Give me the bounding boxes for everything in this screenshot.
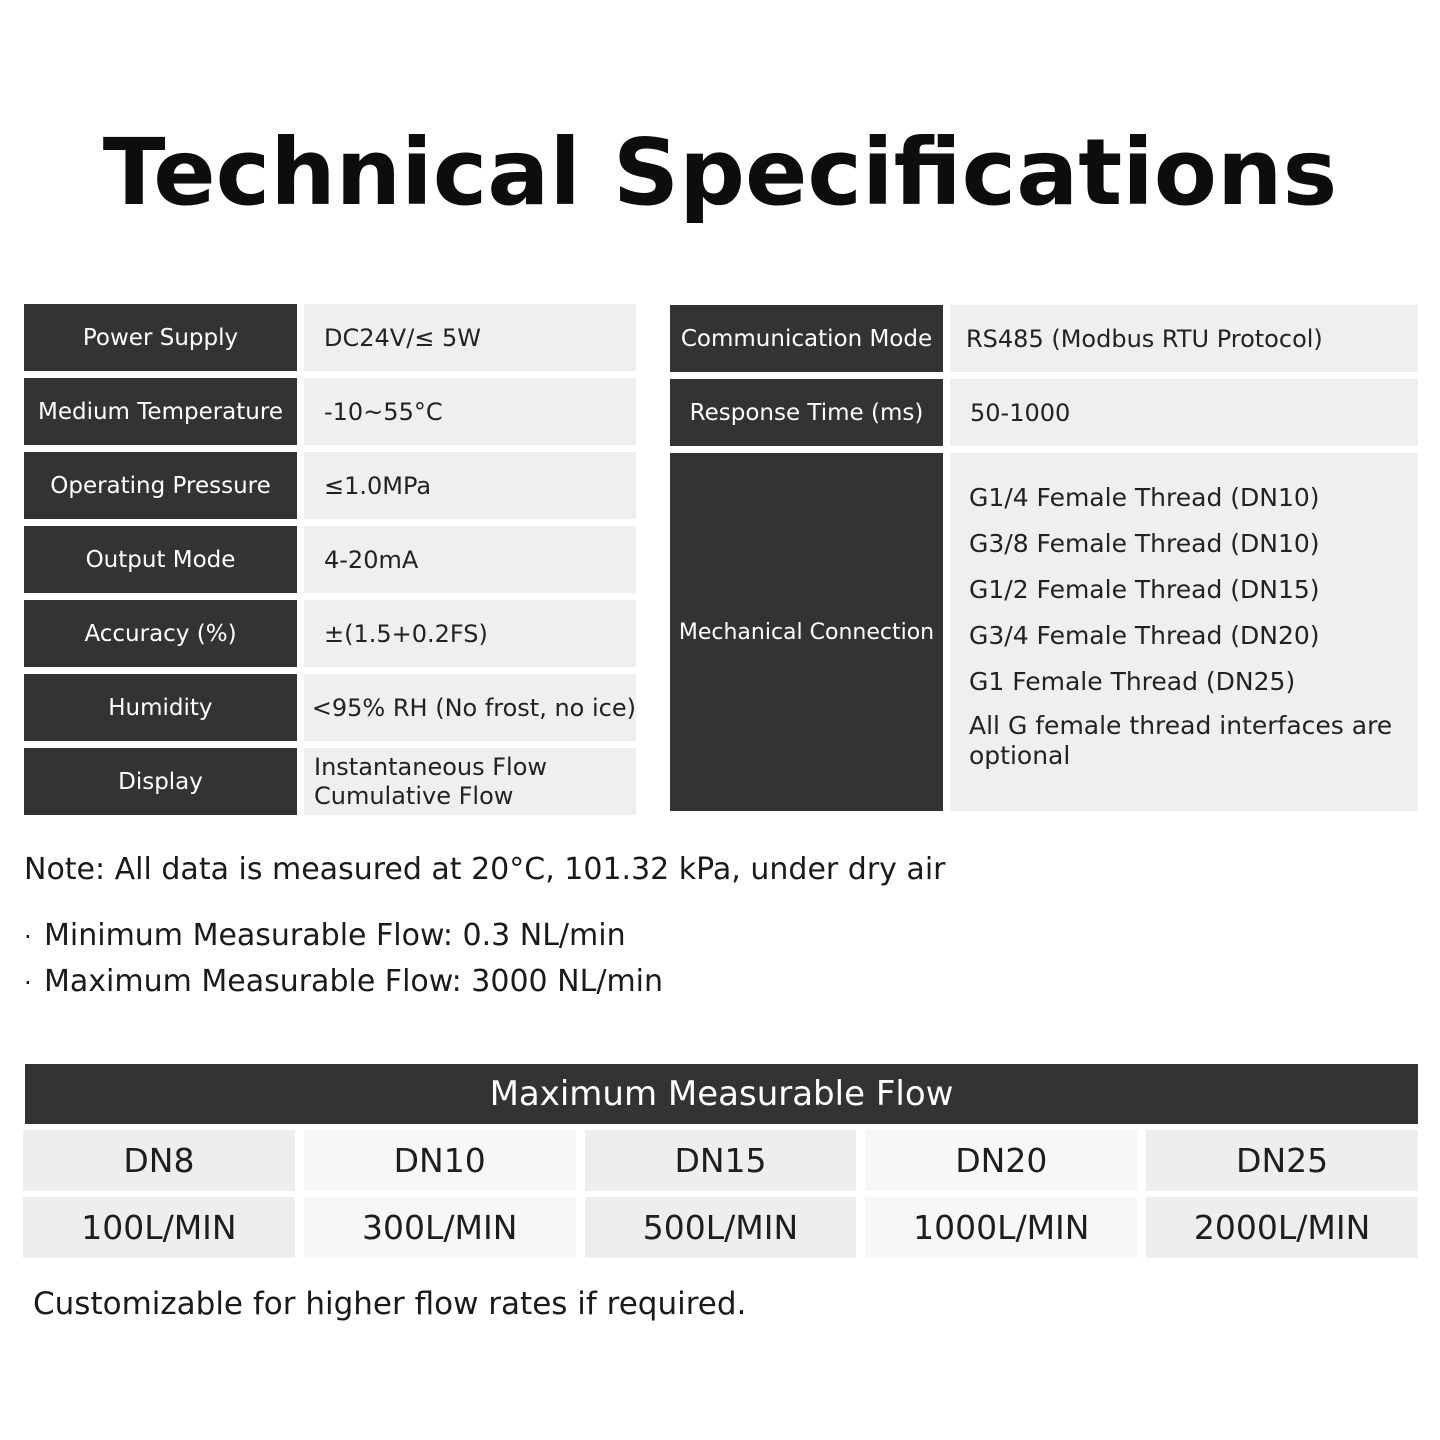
display-line: Cumulative Flow	[314, 781, 514, 810]
spec-label: Mechanical Connection	[670, 453, 943, 811]
spec-label: Response Time (ms)	[670, 379, 943, 446]
customization-note: Customizable for higher flow rates if required.	[33, 1286, 747, 1322]
page-title: Technical Specifications	[102, 119, 1338, 226]
spec-value: RS485 (Modbus RTU Protocol)	[950, 305, 1418, 372]
spec-row-response-time	[670, 379, 1418, 446]
spec-row-power-supply	[24, 304, 636, 371]
bullet-icon: ·	[24, 923, 32, 951]
spec-label: Operating Pressure	[24, 452, 297, 519]
spec-value: 50-1000	[950, 379, 1418, 446]
table-cell: 1000L/MIN	[865, 1197, 1137, 1258]
spec-label: Communication Mode	[670, 305, 943, 372]
spec-row-communication-mode	[670, 305, 1418, 372]
spec-row-medium-temperature	[24, 378, 636, 445]
spec-value: <95% RH (No frost, no ice)	[304, 674, 636, 741]
spec-label: Accuracy (%)	[24, 600, 297, 667]
mechanical-option: G3/4 Female Thread (DN20)	[969, 621, 1320, 650]
list-item-text: Minimum Measurable Flow: 0.3 NL/min	[44, 918, 626, 953]
spec-table-right	[670, 305, 1418, 811]
spec-value: ±(1.5+0.2FS)	[304, 600, 636, 667]
spec-value: ≤1.0MPa	[304, 452, 636, 519]
display-line: Instantaneous Flow	[314, 752, 548, 781]
spec-value: DC24V/≤ 5W	[304, 304, 636, 371]
mechanical-option: G1 Female Thread (DN25)	[969, 667, 1296, 696]
spec-row-accuracy	[24, 600, 636, 667]
list-item	[24, 913, 663, 959]
table-cell: DN15	[585, 1130, 857, 1191]
mechanical-option: G1/4 Female Thread (DN10)	[969, 483, 1320, 512]
table-cell: DN8	[23, 1130, 295, 1191]
spec-label: Humidity	[24, 674, 297, 741]
table-cell: 100L/MIN	[23, 1197, 295, 1258]
spec-row-output-mode	[24, 526, 636, 593]
measurement-note: Note: All data is measured at 20°C, 101.32 kPa, under dry air	[24, 852, 946, 887]
spec-value: -10~55°C	[304, 378, 636, 445]
flow-table	[23, 1130, 1418, 1264]
flow-size-row	[23, 1130, 1418, 1191]
list-item-text: Maximum Measurable Flow: 3000 NL/min	[44, 964, 664, 999]
flow-table-title: Maximum Measurable Flow	[25, 1064, 1418, 1124]
table-cell: DN10	[304, 1130, 576, 1191]
flow-limits-list	[24, 913, 663, 1005]
spec-label: Medium Temperature	[24, 378, 297, 445]
table-cell: 500L/MIN	[585, 1197, 857, 1258]
flow-rate-row	[23, 1197, 1418, 1258]
list-item	[24, 959, 663, 1005]
spec-label: Output Mode	[24, 526, 297, 593]
spec-row-mechanical-connection	[670, 453, 1418, 811]
mechanical-option: G3/8 Female Thread (DN10)	[969, 529, 1320, 558]
spec-label: Display	[24, 748, 297, 815]
table-cell: 300L/MIN	[304, 1197, 576, 1258]
spec-row-humidity	[24, 674, 636, 741]
table-cell: DN25	[1146, 1130, 1418, 1191]
mechanical-options	[950, 453, 1418, 811]
spec-row-display	[24, 748, 636, 815]
bullet-icon: ·	[24, 969, 32, 997]
table-cell: 2000L/MIN	[1146, 1197, 1418, 1258]
spec-row-operating-pressure	[24, 452, 636, 519]
mechanical-note: All G female thread interfaces are optional	[969, 711, 1393, 770]
spec-label: Power Supply	[24, 304, 297, 371]
spec-value: 4-20mA	[304, 526, 636, 593]
spec-table-left	[24, 304, 636, 815]
table-cell: DN20	[865, 1130, 1137, 1191]
spec-value	[304, 748, 636, 815]
mechanical-option: G1/2 Female Thread (DN15)	[969, 575, 1320, 604]
